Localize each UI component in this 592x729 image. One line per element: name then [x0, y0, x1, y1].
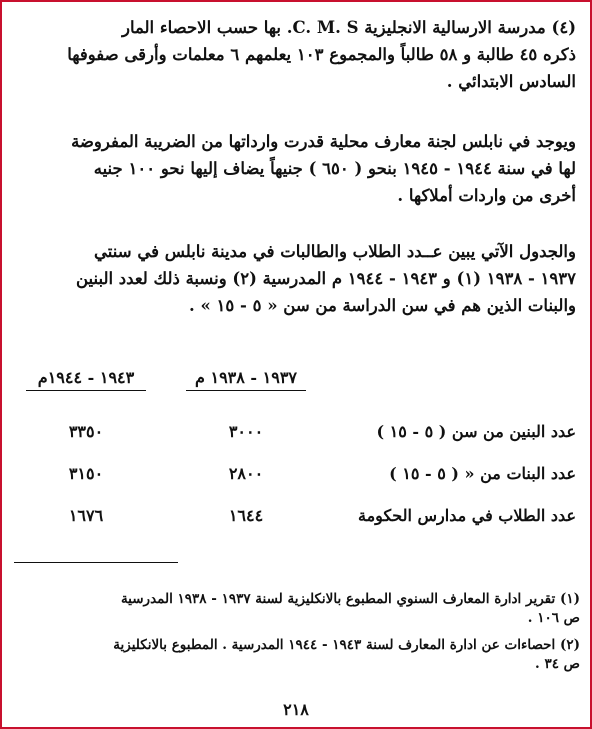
footnote-2: [48, 636, 580, 674]
paragraph-table-intro: [14, 238, 576, 319]
table-row: [14, 422, 576, 464]
row-value-1943: ٣٣٥٠: [68, 422, 104, 441]
paragraph-line: ذكره ٤٥ طالبة و ٥٨ طالباً والمجموع ١٠٣ يعلمهم ٦ معلمات وأرقى صفوفها: [67, 45, 576, 64]
footnote-line: ص ١٠٦ .: [527, 610, 580, 626]
page-number: ٢١٨: [283, 700, 309, 719]
footnotes: [48, 590, 580, 682]
table-row: [14, 464, 576, 506]
paragraph-line: لها في سنة ١٩٤٤ - ١٩٤٥ بنحو ( ٦٥٠ ) جنيهاً يضاف إليها نحو ١٠٠ جنيه: [93, 159, 576, 178]
footnote-line: (١) تقرير ادارة المعارف السنوي المطبوع بالانكليزية لسنة ١٩٣٧ - ١٩٣٨ المدرسية: [120, 591, 580, 607]
paragraph-line: والبنات الذين هم في سن الدراسة من سن « ٥ - ١٥ » .: [188, 296, 576, 315]
footnote-line: ص ٣٤ .: [535, 656, 580, 672]
row-value-1937: ٢٨٠٠: [228, 464, 264, 483]
paragraph-cms-school: [14, 14, 576, 95]
paragraph-education-committee: [14, 128, 576, 209]
row-value-1937: ٣٠٠٠: [228, 422, 264, 441]
row-value-1943: ٣١٥٠: [68, 464, 104, 483]
paragraph-line: السادس الابتدائي .: [446, 72, 576, 91]
paragraph-line: أخرى من واردات أملاكها .: [397, 186, 576, 205]
paragraph-line: ١٩٣٧ - ١٩٣٨ (١) و ١٩٤٣ - ١٩٤٤ م المدرسية (٢) ونسبة ذلك لعدد البنين: [75, 269, 576, 288]
table-row: [14, 506, 576, 548]
paragraph-line: (٤) مدرسة الارسالية الانجليزية C. M. S. بها حسب الاحصاء المار: [121, 18, 576, 37]
row-label: عدد الطلاب في مدارس الحكومة: [358, 506, 576, 525]
header-underline: [186, 390, 306, 391]
table-header: [14, 368, 576, 410]
row-label: عدد البنين من سن ( ٥ - ١٥ ): [376, 422, 576, 441]
row-value-1937: ١٦٤٤: [228, 506, 264, 525]
footnote-separator: [14, 562, 178, 563]
header-underline: [26, 390, 146, 391]
header-1943-1944: ١٩٤٣ - ١٩٤٤م: [37, 368, 135, 387]
footnote-line: (٢) احصاءات عن ادارة المعارف لسنة ١٩٤٣ - ١٩٤٤ المدرسية . المطبوع بالانكليزية: [113, 637, 580, 653]
row-value-1943: ١٦٧٦: [68, 506, 104, 525]
paragraph-line: والجدول الآتي يبين عــدد الطلاب والطالبات في مدينة نابلس في سنتي: [94, 242, 576, 261]
footnote-1: [48, 590, 580, 628]
row-label: عدد البنات من « ( ٥ - ١٥ ): [389, 464, 576, 483]
paragraph-line: ويوجد في نابلس لجنة معارف محلية قدرت وارداتها من الضريبة المفروضة: [71, 132, 576, 151]
statistics-table: [14, 368, 576, 548]
header-1937-1938: ١٩٣٧ - ١٩٣٨ م: [194, 368, 297, 387]
